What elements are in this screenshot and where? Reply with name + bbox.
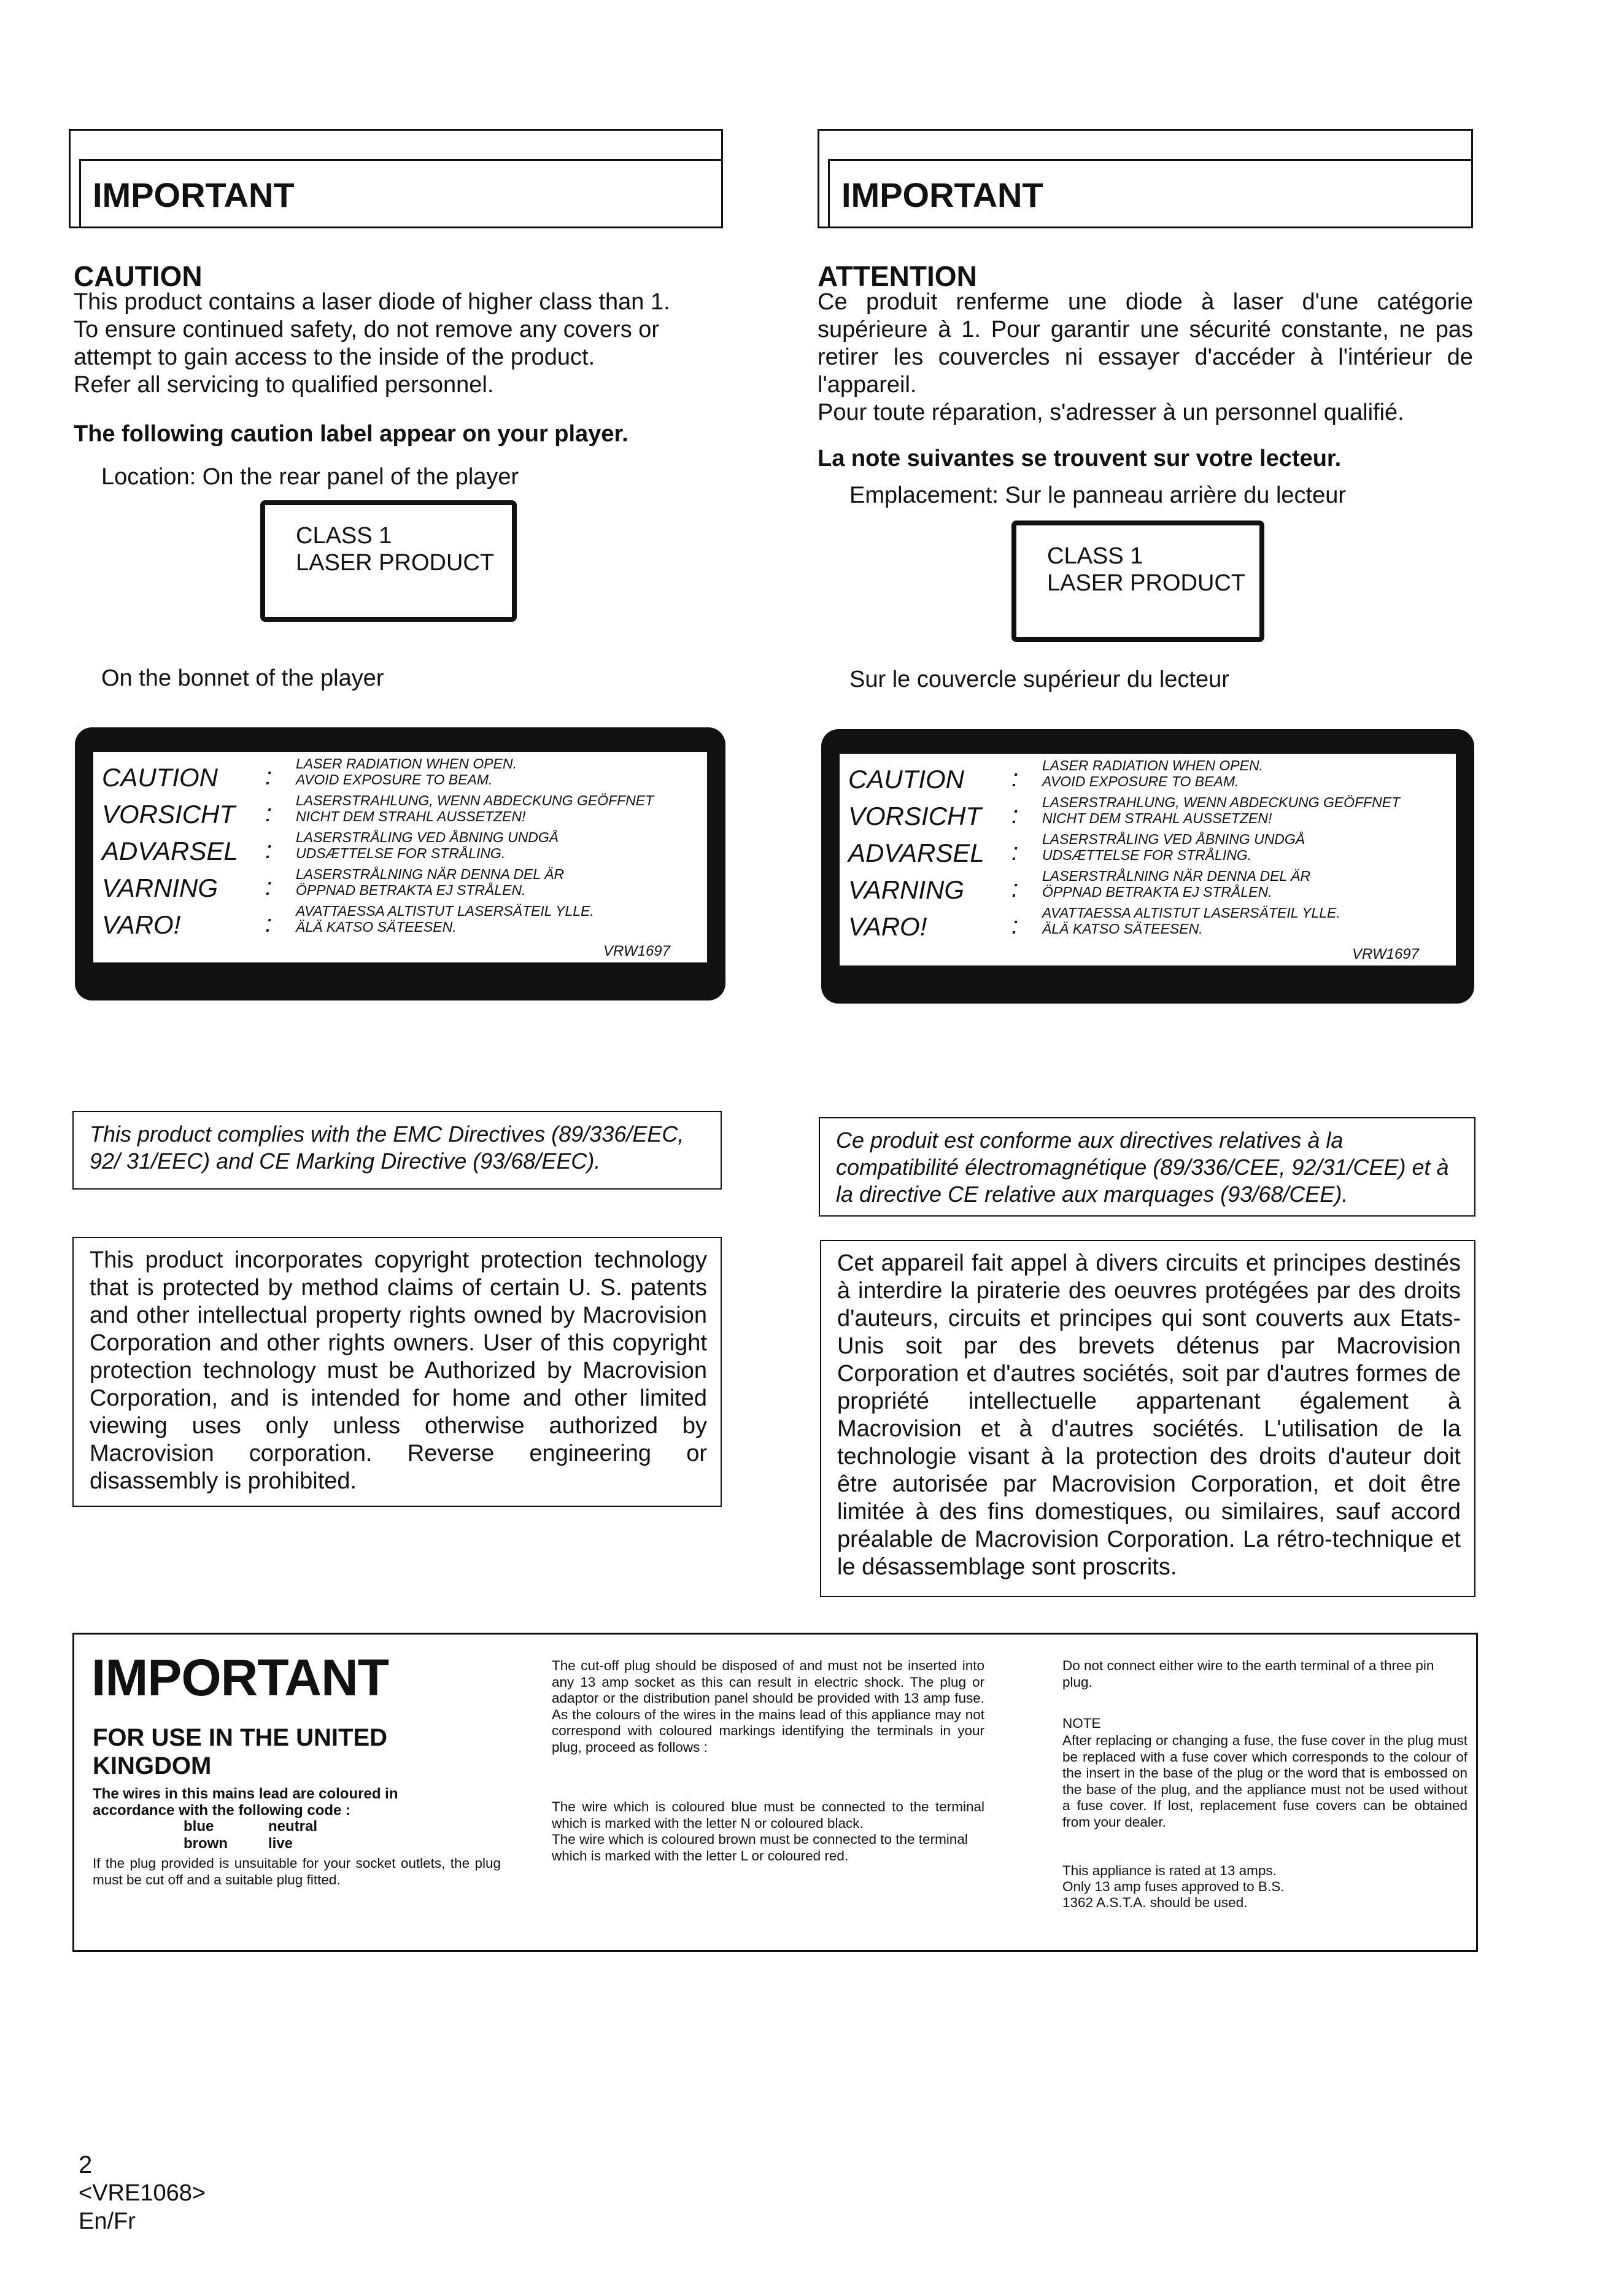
- left-laser-warning-label: [75, 727, 725, 1000]
- warning-lang: VARNING: [102, 873, 218, 902]
- class1-line1: CLASS 1: [296, 523, 392, 549]
- left-header-title: IMPORTANT: [93, 176, 295, 214]
- right-macrovision-notice: [820, 1240, 1475, 1597]
- warning-text-line2: UDSÆTTELSE FOR STRÅLING.: [1042, 847, 1252, 863]
- warning-label-code: VRW1697: [1352, 946, 1419, 962]
- warning-text: [296, 829, 559, 861]
- wire-color: blue: [184, 1818, 214, 1835]
- warning-text-line1: LASER RADIATION WHEN OPEN.: [1042, 757, 1263, 773]
- warning-text-line2: AVOID EXPOSURE TO BEAM.: [296, 772, 493, 788]
- uk-col3-fuse1: Only 13 amp fuses approved to B.S.: [1062, 1879, 1285, 1894]
- warning-lang: VARO!: [848, 912, 927, 941]
- warning-text-line1: AVATTAESSA ALTISTUT LASERSÄTEIL YLLE.: [296, 903, 594, 919]
- warning-text: [296, 756, 517, 788]
- warning-text-line1: LASERSTRÅLNING NÄR DENNA DEL ÄR: [1042, 868, 1311, 884]
- class1-line2: LASER PRODUCT: [1047, 570, 1246, 596]
- left-macrovision-notice: [72, 1237, 722, 1507]
- uk-wire-blue: [184, 1819, 317, 1835]
- left-caution-heading: CAUTION: [74, 260, 203, 292]
- document-code: <VRE1068>: [79, 2180, 206, 2206]
- uk-col2-para3: The wire which is coloured brown must be connected to the terminal which is marked with the letter L or coloured red.: [552, 1832, 968, 1863]
- warning-text-line2: ÄLÄ KATSO SÄTEESEN.: [1042, 921, 1203, 937]
- right-macrovision-text: Cet appareil fait appel à divers circuits et principes destinés à interdire la piraterie des oeuvres protégées par des droits d'auteurs, circuits et principes qui sont couverts aux Etats-Unis soit par des brevets détenus par Macrovision Corporation et d'autres sociétés, soit par d'autres formes de propriété intellectuelle appartenant également à Macrovision et à d'autres sociétés. L'utilisation de la technologie visant à la protection des droits d'auteur doit être autorisée par Macrovision Corporation, et doit être limitée à des fins domestiques, ou similaires, sauf accord préalable de Macrovision Corporation. La rétro-technique et le désassemblage sont proscrits.: [837, 1250, 1461, 1580]
- left-caution-line: To ensure continued safety, do not remove any covers or: [74, 317, 660, 343]
- uk-col2-para2: The wire which is coloured blue must be connected to the terminal which is marked with the letter N or coloured black.: [552, 1799, 984, 1831]
- warning-text-line2: NICHT DEM STRAHL AUSSETZEN!: [296, 808, 526, 824]
- warning-label-panel: [840, 754, 1456, 966]
- left-caution-text: [74, 288, 730, 399]
- warning-lang: VORSICHT: [102, 800, 236, 829]
- warning-text: [296, 903, 594, 935]
- class1-line2: LASER PRODUCT: [296, 550, 495, 576]
- warning-text: [1042, 757, 1263, 789]
- class1-line1: CLASS 1: [1047, 543, 1143, 569]
- right-label-heading: La note suivantes se trouvent sur votre lecteur.: [818, 446, 1342, 471]
- warning-text: [1042, 868, 1310, 900]
- right-laser-warning-label: [821, 729, 1474, 1004]
- left-caution-line: Refer all servicing to qualified personnel.: [74, 372, 494, 398]
- warning-text-line2: ÖPPNAD BETRAKTA EJ STRÅLEN.: [296, 882, 526, 898]
- warning-text-line2: ÖPPNAD BETRAKTA EJ STRÅLEN.: [1042, 884, 1272, 900]
- warning-text-line1: AVATTAESSA ALTISTUT LASERSÄTEIL YLLE.: [1042, 905, 1340, 921]
- warning-text-line2: ÄLÄ KATSO SÄTEESEN.: [296, 919, 457, 935]
- warning-text-line1: LASER RADIATION WHEN OPEN.: [296, 756, 517, 772]
- class1-label-text: [1047, 543, 1245, 597]
- warning-lang: CAUTION: [102, 763, 218, 792]
- warning-lang: CAUTION: [848, 765, 964, 794]
- language-code: En/Fr: [79, 2208, 136, 2234]
- right-attention-text2: Pour toute réparation, s'adresser à un personnel qualifié.: [818, 400, 1404, 425]
- page-number: 2: [79, 2151, 93, 2178]
- uk-col3-para1: Do not connect either wire to the earth terminal of a three pin plug.: [1062, 1658, 1434, 1690]
- warning-text: [1042, 831, 1305, 863]
- warning-lang: VARO!: [102, 910, 181, 939]
- right-bonnet-text: Sur le couvercle supérieur du lecteur: [849, 667, 1229, 692]
- warning-colon: :: [265, 763, 273, 790]
- warning-colon: :: [265, 800, 273, 827]
- right-location: Emplacement: Sur le panneau arrière du lecteur: [849, 482, 1347, 508]
- right-emc-notice: [819, 1117, 1475, 1217]
- warning-colon: :: [1011, 912, 1019, 939]
- left-emc-text: This product complies with the EMC Directives (89/336/EEC, 92/ 31/EEC) and CE Marking Directive (93/68/EEC).: [90, 1121, 684, 1174]
- left-important-header: [69, 129, 723, 228]
- uk-title: IMPORTANT: [91, 1649, 389, 1706]
- warning-colon: :: [1011, 838, 1019, 865]
- uk-col3-para2: After replacing or changing a fuse, the fuse cover in the plug must be replaced with a fuse cover which corresponds to the colour of the insert in the base of the plug or the word that is embossed on the base of the plug, and the appliance must not be used without a fuse cover. If lost, replacement fuse covers can be obtained from your dealer.: [1062, 1733, 1467, 1830]
- warning-text: [296, 792, 654, 824]
- warning-text-line1: LASERSTRÅLING VED ÅBNING UNDGÅ: [1042, 831, 1305, 847]
- warning-text: [1042, 794, 1400, 826]
- warning-lang: ADVARSEL: [848, 838, 984, 867]
- warning-text-line1: LASERSTRAHLUNG, WENN ABDECKUNG GEÖFFNET: [1042, 794, 1401, 810]
- warning-lang: VORSICHT: [848, 802, 982, 830]
- uk-wires-intro: The wires in this mains lead are coloured in accordance with the following code :: [93, 1786, 398, 1819]
- left-location: Location: On the rear panel of the player: [101, 464, 519, 490]
- warning-text-line2: UDSÆTTELSE FOR STRÅLING.: [296, 845, 506, 861]
- left-caution-line: This product contains a laser diode of higher class than 1.: [74, 289, 670, 315]
- right-class1-label: [1011, 521, 1264, 642]
- right-attention-heading: ATTENTION: [818, 260, 977, 292]
- warning-lang: ADVARSEL: [102, 837, 238, 865]
- warning-colon: :: [1011, 802, 1019, 829]
- left-label-heading: The following caution label appear on your player.: [74, 421, 628, 447]
- warning-text-line1: LASERSTRÅLNING NÄR DENNA DEL ÄR: [296, 866, 565, 882]
- warning-text: [296, 866, 564, 898]
- right-important-header: [818, 129, 1473, 228]
- uk-subtitle: FOR USE IN THE UNITED KINGDOM: [93, 1724, 388, 1779]
- left-caution-line: attempt to gain access to the inside of the product.: [74, 344, 595, 370]
- right-header-title: IMPORTANT: [841, 176, 1043, 214]
- warning-colon: :: [265, 910, 273, 937]
- left-macrovision-text: This product incorporates copyright protection technology that is protected by method claims of certain U. S. patents and other intellectual property rights owned by Macrovision Corporation and other rights owners. User of this copyright protection technology must be Authorized by Macrovision Corporation, and is intended for home and other limited viewing uses only unless otherwise authorized by Macrovision corporation. Reverse engineering or disassembly is prohibited.: [90, 1247, 707, 1494]
- left-bonnet-text: On the bonnet of the player: [101, 665, 384, 691]
- warning-text-line2: NICHT DEM STRAHL AUSSETZEN!: [1042, 810, 1272, 826]
- right-attention-text: Ce produit renferme une diode à laser d'une catégorie supérieure à 1. Pour garantir une sécurité constante, ne pas retirer les couvercles ni essayer d'accéder à l'intérieur de l'appareil.: [818, 289, 1473, 398]
- class1-label-text: [296, 522, 494, 576]
- warning-colon: :: [1011, 765, 1019, 792]
- uk-plug-notice: [72, 1633, 1478, 1952]
- warning-text-line1: LASERSTRÅLING VED ÅBNING UNDGÅ: [296, 829, 559, 845]
- warning-colon: :: [265, 873, 273, 900]
- warning-colon: :: [265, 837, 273, 864]
- uk-col3-rating: This appliance is rated at 13 amps.: [1062, 1863, 1277, 1878]
- uk-col2-para1: The cut-off plug should be disposed of and must not be inserted into any 13 amp socket as this can result in electric shock. The plug or adaptor or the distribution panel should be provided with 13 amp fuse. As the colours of the wires in the mains lead of this appliance may not correspond with coloured markings identifying the terminals in your plug, proceed as follows :: [552, 1658, 984, 1755]
- warning-lang: VARNING: [848, 875, 965, 904]
- warning-label-code: VRW1697: [603, 943, 670, 959]
- right-emc-text: Ce produit est conforme aux directives relatives à la compatibilité électromagnétique (89/336/CEE, 92/31/CEE) et à la directive CE relative aux marquages (93/68/CEE).: [836, 1128, 1449, 1207]
- uk-col3-note: NOTE: [1062, 1716, 1101, 1731]
- uk-wire-brown: [184, 1836, 293, 1852]
- wire-color: brown: [184, 1835, 228, 1852]
- warning-text-line1: LASERSTRAHLUNG, WENN ABDECKUNG GEÖFFNET: [296, 792, 654, 808]
- wire-name: live: [268, 1835, 293, 1852]
- warning-label-panel: [93, 752, 707, 962]
- warning-text: [1042, 905, 1340, 937]
- uk-plug-text: If the plug provided is unsuitable for your socket outlets, the plug must be cut off and a suitable plug fitted.: [93, 1856, 501, 1887]
- warning-text-line2: AVOID EXPOSURE TO BEAM.: [1042, 773, 1239, 789]
- left-class1-label: [260, 500, 517, 622]
- uk-col3-fuse2: 1362 A.S.T.A. should be used.: [1062, 1895, 1248, 1910]
- warning-colon: :: [1011, 875, 1019, 902]
- left-emc-notice: [72, 1111, 722, 1190]
- wire-name: neutral: [268, 1818, 318, 1835]
